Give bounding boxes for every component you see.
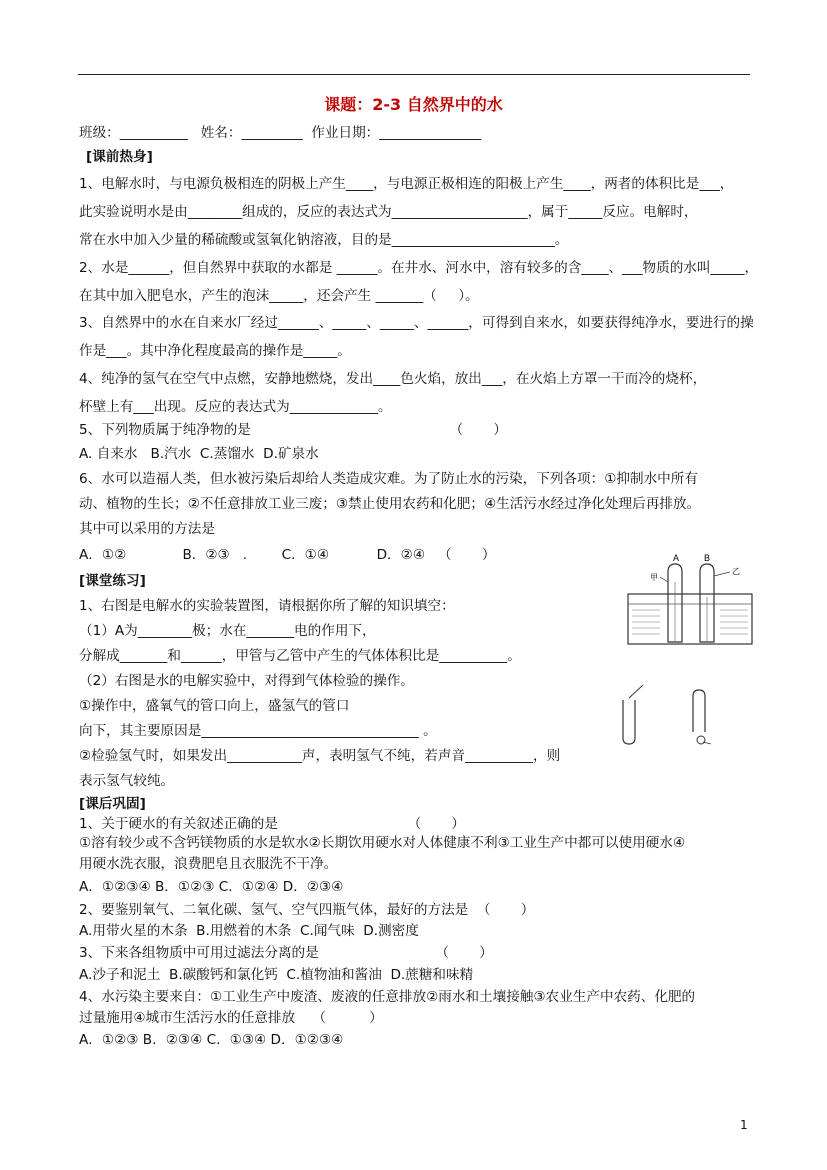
class-line: ②检验氢气时，如果发出___________声，表明氢气不纯，若声音__________，则 (79, 748, 561, 764)
section-heading-pre: [课前热身] (86, 149, 153, 165)
pre-line: 5、下列物质属于纯净物的是 （ ） (79, 422, 507, 438)
post-line: 过量施用④城市生活污水的任意排放 （ ） (79, 1010, 383, 1026)
pre-line: 杯壁上有___出现。反应的表达式为_____________。 (79, 399, 392, 415)
inverted-tube (693, 690, 705, 732)
class-line: 分解成_______和______，甲管与乙管中产生的气体体积比是__________。 (79, 648, 521, 664)
class-line: 1、右图是电解水的实验装置图，请根据你所了解的知识填空： (79, 598, 455, 614)
class-line: （2）右图是水的电解实验中，对得到气体检验的操作。 (79, 673, 414, 689)
label-yi: 乙 (732, 567, 740, 576)
pre-line: 动、植物的生长；②不任意排放工业三废；③禁止使用农药和化肥；④生活污水经过净化处理后再排放。 (79, 496, 701, 512)
section-heading-post: [课后巩固] (79, 796, 146, 812)
pre-line: 其中可以采用的方法是 (79, 521, 215, 537)
post-line: 3、下来各组物质中可用过滤法分离的是 （ ） (79, 945, 493, 961)
page-number: 1 (740, 1118, 748, 1132)
page-title: 课题：2-3 自然界中的水 (324, 95, 503, 114)
section-heading-class: [课堂练习] (79, 573, 146, 589)
splint (629, 685, 643, 698)
gas-test-figure (615, 680, 745, 750)
post-line: ①溶有较少或不含钙镁物质的水是软水②长期饮用硬水对人体健康不利③工业生产中都可以使用硬水④ (79, 835, 686, 851)
header-line: 班级：__________ 姓名：_________ 作业日期：_______________ (79, 125, 482, 141)
post-line: 4、水污染主要来自：①工业生产中废渣、废液的任意排放②雨水和土壤接触③农业生产中农药、化肥的 (79, 989, 696, 1005)
post-line: A.用带火星的木条 B.用燃着的木条 C.闻气味 D.测密度 (79, 923, 419, 939)
post-line: 1、关于硬水的有关叙述正确的是 （ ） (79, 816, 466, 832)
pre-line: 此实验说明水是由________组成的，反应的表达式为____________________，属于_____反应。电解时， (79, 204, 698, 220)
label-jia: 甲 (650, 573, 658, 582)
pre-line: 4、纯净的氢气在空气中点燃，安静地燃烧，发出____色火焰，放出___，在火焰上方罩一干而冷的烧杯， (79, 371, 707, 387)
pre-line: A．①② B．②③ . C．①④ D．②④ （ ） (79, 547, 496, 563)
pre-line: 3、自然界中的水在自来水厂经过______、_____、_____、______，可得到自来水，如要获得纯净水，要进行的操 (79, 315, 754, 331)
pre-line: 2、水是______，但自然界中获取的水都是 ______。在井水、河水中，溶有较多的含____、___物质的水叫_____， (79, 260, 759, 276)
class-line: ①操作中，盛氧气的管口向上，盛氢气的管口 (79, 698, 350, 714)
post-line: 2、要鉴别氧气、二氧化碳、氢气、空气四瓶气体，最好的方法是 （ ） (79, 902, 535, 918)
upright-tube (623, 700, 635, 744)
class-line: （1）A为________极；水在_______电的作用下， (79, 623, 376, 639)
class-line: 向下，其主要原因是________________________________ 。 (79, 723, 437, 739)
post-line: 用硬水洗衣服，浪费肥皂且衣服洗不干净。 (79, 856, 338, 872)
class-line: 表示氢气较纯。 (79, 773, 175, 789)
top-rule (78, 74, 750, 75)
pre-line: 1、电解水时，与电源负极相连的阴极上产生____，与电源正极相连的阳极上产生____，两者的体积比是___， (79, 176, 734, 192)
label-a: A (673, 553, 680, 563)
beaker (628, 594, 752, 644)
label-b: B (704, 553, 711, 563)
pre-line: 作是___。其中净化程度最高的操作是_____。 (79, 343, 351, 359)
post-line: A.沙子和泥土 B.碳酸钙和氯化钙 C.植物油和酱油 D.蔗糖和味精 (79, 967, 474, 983)
pre-line: 在其中加入肥皂水，产生的泡沫_____，还会产生 _______（ ）。 (79, 288, 479, 304)
pre-line: A. 自来水 B.汽水 C.蒸馏水 D.矿泉水 (79, 446, 319, 462)
electrolysis-apparatus-figure (620, 552, 760, 652)
pre-line: 6、水可以造福人类，但水被污染后却给人类造成灾难。为了防止水的污染，下列各项：①抑制水中所有 (79, 471, 698, 487)
post-line: A．①②③ B．②③④ C．①③④ D．①②③④ (79, 1032, 344, 1048)
flame (697, 736, 705, 744)
post-line: A．①②③④ B．①②③ C．①②④ D．②③④ (79, 879, 344, 895)
pre-line: 常在水中加入少量的稀硫酸或氢氧化钠溶液，目的是________________________。 (79, 232, 569, 248)
